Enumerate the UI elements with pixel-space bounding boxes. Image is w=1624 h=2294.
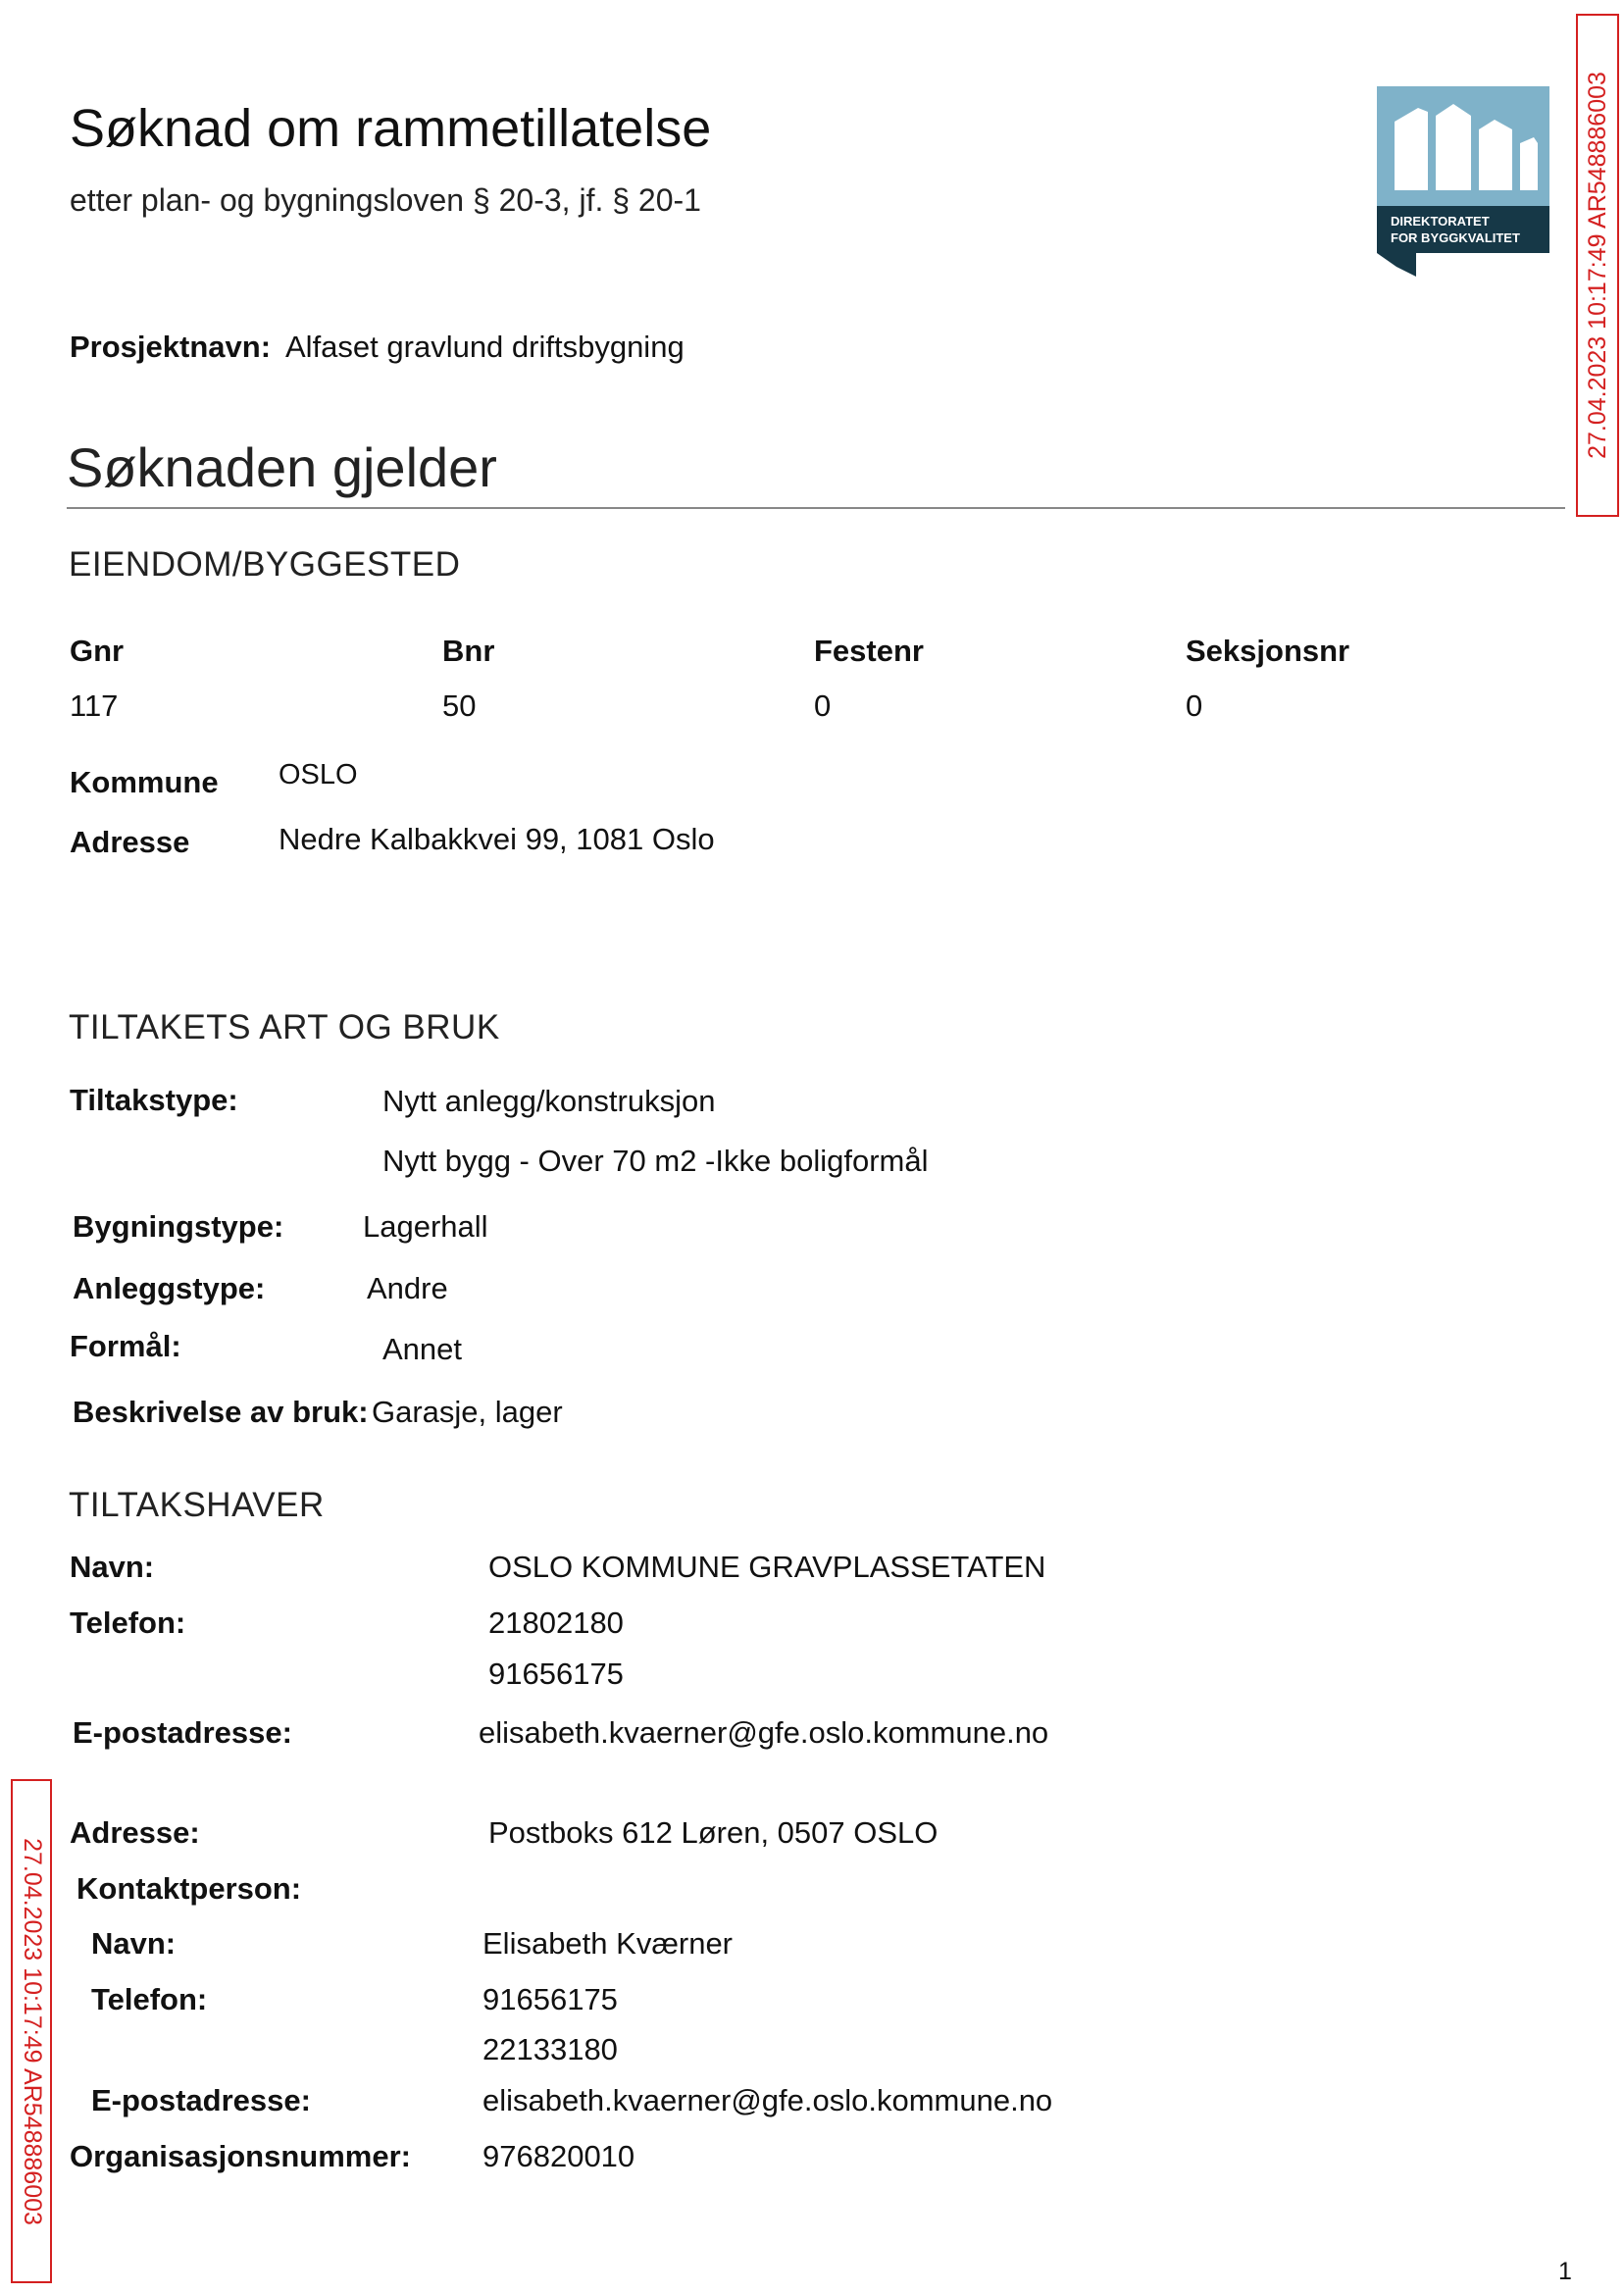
telefon-label: Telefon: [70, 1606, 186, 1640]
kommune-value: OSLO [279, 759, 358, 790]
bygningstype-label: Bygningstype: [73, 1209, 284, 1244]
property-heading: EIENDOM/BYGGESTED [69, 545, 461, 584]
stamp-text: 27.04.2023 10:17:49 AR548886003 [1583, 72, 1611, 459]
gnr-label: Gnr [70, 634, 125, 668]
dibk-logo [1377, 86, 1549, 277]
kontakt-navn-label: Navn: [91, 1926, 177, 1961]
tiltakstype-label: Tiltakstype: [70, 1083, 238, 1117]
logo-line1: DIREKTORATET [1391, 214, 1490, 229]
bygningstype-value: Lagerhall [363, 1209, 488, 1244]
tiltakshaver-heading: TILTAKSHAVER [69, 1486, 325, 1524]
adresse-value: Postboks 612 Løren, 0507 OSLO [488, 1815, 939, 1850]
document-title: Søknad om rammetillatelse [70, 99, 712, 158]
anleggstype-label: Anleggstype: [73, 1271, 266, 1305]
orgnr-label: Organisasjonsnummer: [70, 2139, 411, 2173]
navn-value: OSLO KOMMUNE GRAVPLASSETATEN [488, 1550, 1046, 1584]
kontakt-telefon-value-2: 22133180 [482, 2032, 618, 2066]
logo-line2: FOR BYGGKVALITET [1391, 230, 1520, 245]
bruk-value: Garasje, lager [372, 1395, 563, 1429]
formal-value: Annet [382, 1332, 463, 1366]
logo-flag [1377, 253, 1416, 277]
kontakt-telefon-value-1: 91656175 [482, 1982, 618, 2016]
tiltak-heading: TILTAKETS ART OG BRUK [69, 1008, 500, 1046]
tiltakstype-value-2: Nytt bygg - Over 70 m2 -Ikke boligformål [382, 1144, 929, 1178]
timestamp-stamp-top [1576, 14, 1619, 517]
formal-label: Formål: [70, 1329, 181, 1363]
kontakt-epost-label: E-postadresse: [91, 2083, 311, 2117]
kommune-label: Kommune [70, 765, 219, 799]
orgnr-value: 976820010 [482, 2139, 635, 2173]
heading-divider [67, 507, 1565, 509]
document-subtitle: etter plan- og bygningsloven § 20-3, jf. § 20-1 [70, 182, 701, 218]
epost-value: elisabeth.kvaerner@gfe.oslo.kommune.no [479, 1715, 1049, 1750]
bruk-label: Beskrivelse av bruk: [73, 1395, 369, 1429]
seksjonsnr-label: Seksjonsnr [1186, 634, 1350, 668]
adresse-label: Adresse: [70, 1815, 200, 1850]
kontaktperson-label: Kontaktperson: [76, 1871, 302, 1906]
seksjonsnr-value: 0 [1186, 688, 1203, 723]
tiltakstype-value-1: Nytt anlegg/konstruksjon [382, 1084, 716, 1118]
bnr-value: 50 [442, 688, 477, 723]
project-label: Prosjektnavn: [70, 330, 272, 364]
stamp-text: 27.04.2023 10:17:49 AR548886003 [18, 1837, 46, 2225]
telefon-value-1: 21802180 [488, 1606, 624, 1640]
navn-label: Navn: [70, 1550, 155, 1584]
epost-label: E-postadresse: [73, 1715, 292, 1750]
adresse-value: Nedre Kalbakkvei 99, 1081 Oslo [279, 822, 715, 856]
kontakt-epost-value: elisabeth.kvaerner@gfe.oslo.kommune.no [482, 2083, 1053, 2117]
adresse-label: Adresse [70, 825, 190, 859]
telefon-value-2: 91656175 [488, 1657, 624, 1691]
page-number: 1 [1558, 2258, 1572, 2285]
festenr-value: 0 [814, 688, 832, 723]
project-value: Alfaset gravlund driftsbygning [285, 330, 685, 364]
kontakt-telefon-label: Telefon: [91, 1982, 208, 2016]
gnr-value: 117 [70, 688, 119, 723]
festenr-label: Festenr [814, 634, 924, 668]
timestamp-stamp-bottom [11, 1779, 52, 2283]
kontakt-navn-value: Elisabeth Kværner [482, 1926, 734, 1961]
section-heading: Søknaden gjelder [67, 436, 497, 498]
bnr-label: Bnr [442, 634, 495, 668]
anleggstype-value: Andre [367, 1271, 448, 1305]
